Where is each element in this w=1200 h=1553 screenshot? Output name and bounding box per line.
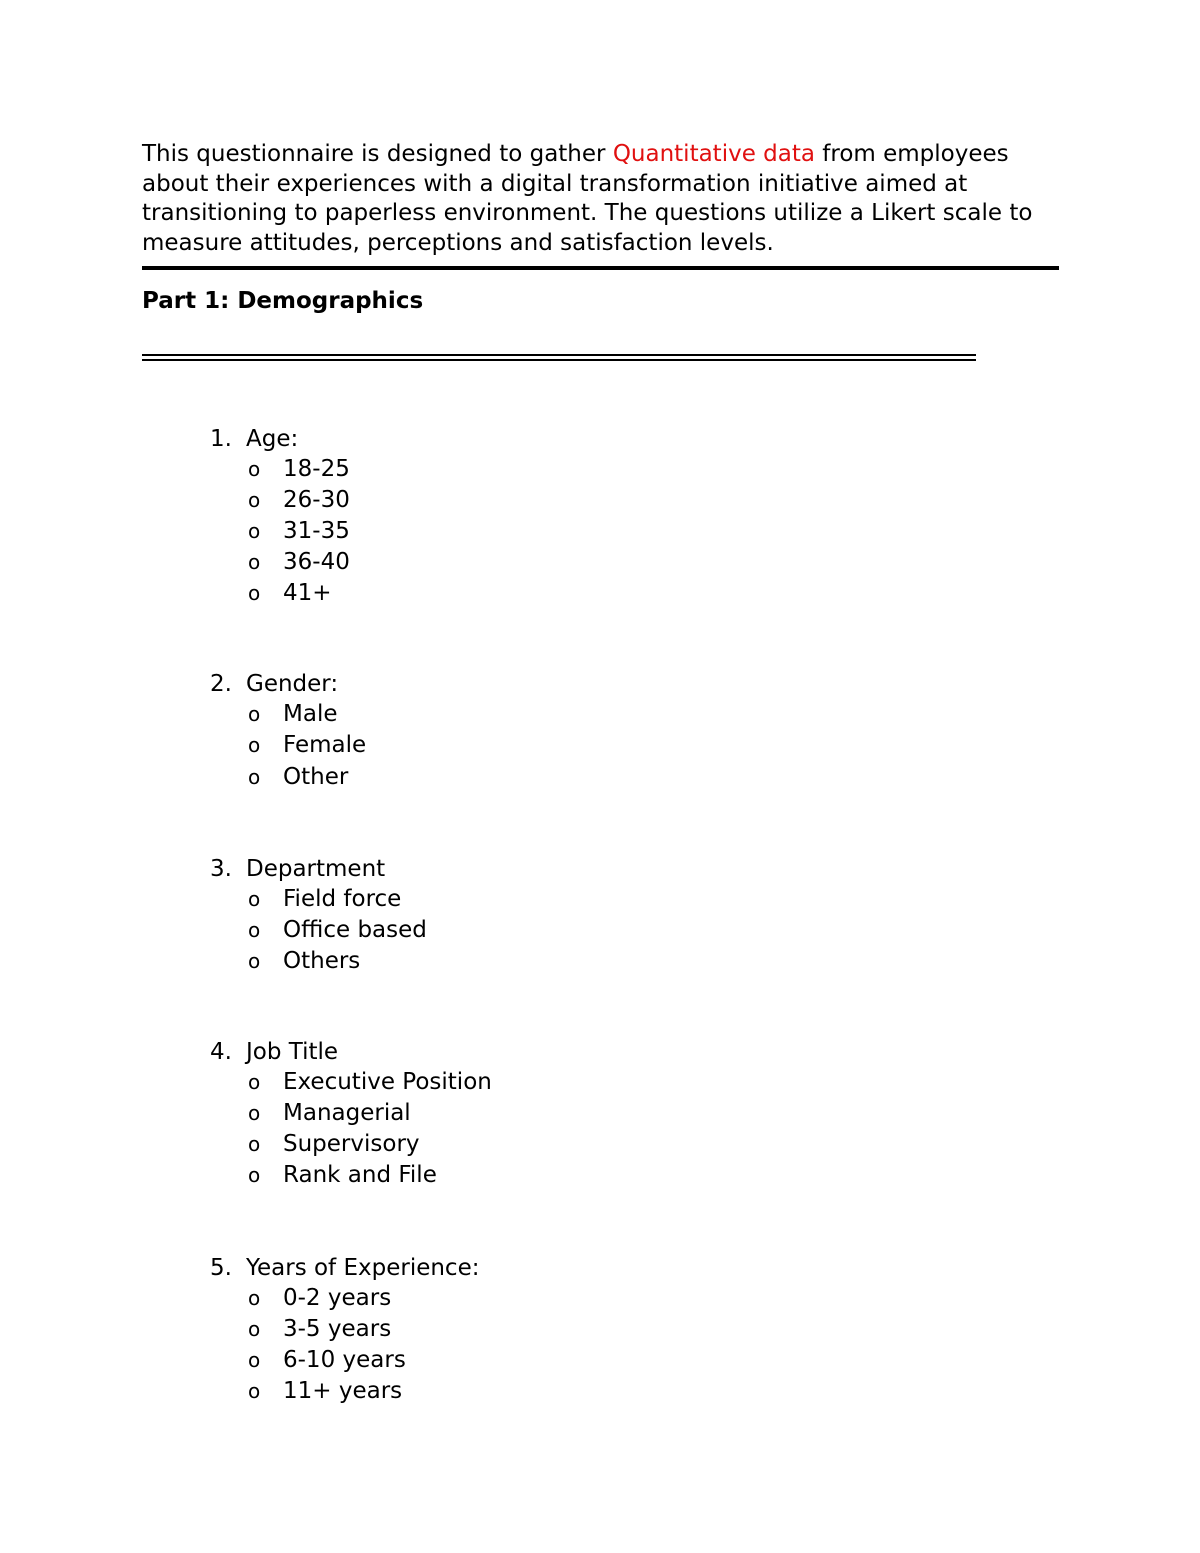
option-label: 6-10 years bbox=[283, 1347, 406, 1373]
option-label: Supervisory bbox=[283, 1131, 420, 1157]
option-label: 11+ years bbox=[283, 1378, 403, 1404]
option-label: 3-5 years bbox=[283, 1316, 392, 1342]
question-title bbox=[210, 424, 298, 454]
thick-divider bbox=[142, 266, 1059, 270]
double-divider bbox=[142, 354, 976, 361]
intro-highlight: Quantitative data bbox=[612, 141, 815, 167]
hollow-bullet-icon: o bbox=[248, 949, 261, 973]
hollow-bullet-icon: o bbox=[248, 918, 261, 942]
hollow-bullet-icon: o bbox=[248, 457, 261, 481]
option-label: Others bbox=[283, 948, 361, 974]
hollow-bullet-icon: o bbox=[248, 581, 261, 605]
question-label: Department bbox=[246, 856, 386, 882]
hollow-bullet-icon: o bbox=[248, 1317, 261, 1341]
hollow-bullet-icon: o bbox=[248, 519, 261, 543]
option-label: Managerial bbox=[283, 1100, 411, 1126]
hollow-bullet-icon: o bbox=[248, 702, 261, 726]
intro-text-before: This questionnaire is designed to gather bbox=[142, 141, 613, 167]
question-number: 5. bbox=[210, 1255, 232, 1281]
intro-paragraph bbox=[142, 140, 1067, 258]
question-number: 1. bbox=[210, 426, 232, 452]
option-label: Office based bbox=[283, 917, 427, 943]
option-label: Rank and File bbox=[283, 1162, 437, 1188]
hollow-bullet-icon: o bbox=[248, 1286, 261, 1310]
question-label: Gender: bbox=[246, 671, 339, 697]
question-number: 4. bbox=[210, 1039, 232, 1065]
hollow-bullet-icon: o bbox=[248, 488, 261, 512]
option-label: Field force bbox=[283, 886, 402, 912]
question-title bbox=[210, 1253, 479, 1283]
hollow-bullet-icon: o bbox=[248, 1348, 261, 1372]
option-label: 31-35 bbox=[283, 518, 350, 544]
hollow-bullet-icon: o bbox=[248, 1070, 261, 1094]
section-heading: Part 1: Demographics bbox=[142, 288, 424, 314]
question-label: Age: bbox=[246, 426, 299, 452]
hollow-bullet-icon: o bbox=[248, 1163, 261, 1187]
option-label: Female bbox=[283, 732, 367, 758]
option-label: 18-25 bbox=[283, 456, 350, 482]
intro-text-after: from employees about their experiences with a digital transformation initiative aimed at transitioning to paperless environment. The questions utilize a Likert scale to measure attitudes, perceptions and satisfaction levels. bbox=[142, 141, 1033, 256]
question-title bbox=[210, 854, 385, 884]
option-label: 41+ bbox=[283, 580, 332, 606]
hollow-bullet-icon: o bbox=[248, 1379, 261, 1403]
question-number: 3. bbox=[210, 856, 232, 882]
option-label: 26-30 bbox=[283, 487, 350, 513]
hollow-bullet-icon: o bbox=[248, 550, 261, 574]
question-label: Job Title bbox=[246, 1039, 339, 1065]
question-label: Years of Experience: bbox=[246, 1255, 480, 1281]
option-label: Executive Position bbox=[283, 1069, 492, 1095]
question-title bbox=[210, 1037, 338, 1067]
option-label: 36-40 bbox=[283, 549, 350, 575]
hollow-bullet-icon: o bbox=[248, 733, 261, 757]
hollow-bullet-icon: o bbox=[248, 1101, 261, 1125]
hollow-bullet-icon: o bbox=[248, 1132, 261, 1156]
hollow-bullet-icon: o bbox=[248, 887, 261, 911]
option-label: 0-2 years bbox=[283, 1285, 392, 1311]
question-title bbox=[210, 669, 338, 699]
question-number: 2. bbox=[210, 671, 232, 697]
option-label: Other bbox=[283, 764, 349, 790]
option-label: Male bbox=[283, 701, 338, 727]
hollow-bullet-icon: o bbox=[248, 765, 261, 789]
